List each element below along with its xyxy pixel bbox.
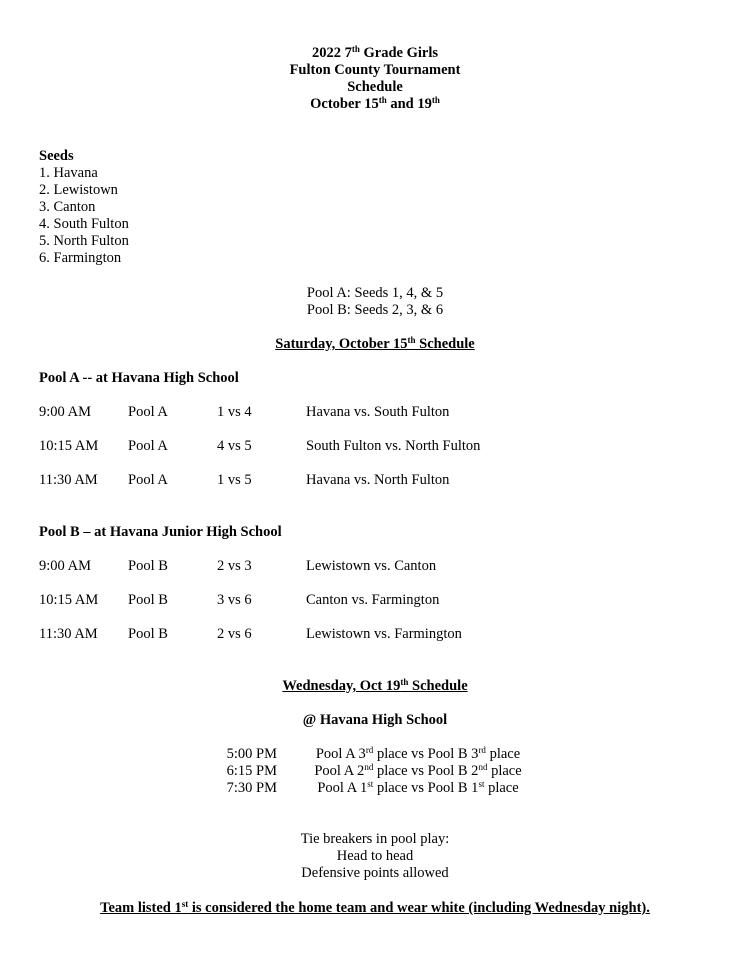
seed-item: 3. Canton	[39, 199, 96, 215]
matchup-text: place vs Pool B 3	[373, 746, 479, 762]
matchup-text: place	[487, 763, 522, 779]
wed-game-time: 6:15 PM	[226, 763, 277, 779]
home-team-note	[0, 900, 750, 917]
title-line-3: Schedule	[347, 79, 403, 95]
heading-text: Schedule	[408, 678, 468, 694]
game-pool: Pool A	[128, 438, 168, 454]
matchup-text: place vs Pool B 1	[373, 780, 479, 796]
game-time: 11:30 AM	[39, 626, 98, 642]
seed-item: 4. South Fulton	[39, 216, 129, 232]
heading-text: Saturday, October 15	[275, 336, 408, 352]
game-pool: Pool B	[128, 592, 168, 608]
game-time: 9:00 AM	[39, 558, 91, 574]
game-time: 10:15 AM	[39, 592, 99, 608]
title-sup: th	[378, 95, 387, 105]
game-time: 11:30 AM	[39, 472, 98, 488]
title-text: 2022 7	[311, 45, 352, 61]
matchup-text: place vs Pool B 2	[373, 763, 479, 779]
wed-game-matchup	[308, 746, 528, 763]
matchup-text: place	[484, 780, 519, 796]
tiebreaker-heading: Tie breakers in pool play:	[300, 831, 450, 847]
game-matchup: Lewistown vs. Canton	[306, 558, 437, 574]
matchup-text: Pool A 2	[314, 763, 365, 779]
matchup-text: Pool A 1	[317, 780, 368, 796]
note-text: Team listed 1	[100, 900, 182, 916]
seed-item: 6. Farmington	[39, 250, 122, 266]
ordinal-sup: rd	[365, 745, 374, 755]
ordinal-sup: st	[478, 779, 485, 789]
game-seeds: 4 vs 5	[217, 438, 252, 454]
wed-game-matchup	[308, 763, 528, 780]
title-sup: th	[431, 95, 440, 105]
title-line-1	[0, 45, 750, 62]
note-sup: st	[181, 899, 189, 909]
seeds-heading: Seeds	[39, 148, 74, 164]
wed-game-time: 7:30 PM	[226, 780, 277, 796]
game-seeds: 1 vs 4	[217, 404, 252, 420]
title-text: Grade Girls	[359, 45, 439, 61]
game-pool: Pool A	[128, 472, 168, 488]
wednesday-heading	[0, 678, 750, 695]
game-pool: Pool B	[128, 626, 168, 642]
heading-sup: th	[400, 677, 409, 687]
game-matchup: Havana vs. North Fulton	[306, 472, 450, 488]
pool-a-seeds: Pool A: Seeds 1, 4, & 5	[306, 285, 444, 301]
matchup-text: Pool A 3	[315, 746, 366, 762]
title-sup: th	[351, 44, 360, 54]
pool-b-heading: Pool B – at Havana Junior High School	[39, 524, 282, 540]
heading-sup: th	[407, 335, 416, 345]
title-text: and 19	[386, 96, 432, 112]
ordinal-sup: nd	[478, 762, 488, 772]
seed-item: 5. North Fulton	[39, 233, 129, 249]
heading-text: Schedule	[415, 336, 475, 352]
game-seeds: 2 vs 3	[217, 558, 252, 574]
wed-game-time: 5:00 PM	[226, 746, 277, 762]
ordinal-sup: rd	[478, 745, 486, 755]
wednesday-location: @ Havana High School	[302, 712, 448, 728]
tiebreaker-line-1: Head to head	[336, 848, 414, 864]
seed-item: 1. Havana	[39, 165, 98, 181]
game-matchup: Canton vs. Farmington	[306, 592, 440, 608]
game-matchup: Lewistown vs. Farmington	[306, 626, 462, 642]
pool-b-seeds: Pool B: Seeds 2, 3, & 6	[306, 302, 444, 318]
saturday-heading	[0, 336, 750, 353]
game-pool: Pool A	[128, 404, 168, 420]
game-time: 10:15 AM	[39, 438, 99, 454]
game-seeds: 3 vs 6	[217, 592, 252, 608]
wed-game-matchup	[308, 780, 528, 797]
matchup-text: place	[485, 746, 521, 762]
title-text: October 15	[310, 96, 379, 112]
game-matchup: South Fulton vs. North Fulton	[306, 438, 481, 454]
ordinal-sup: nd	[364, 762, 374, 772]
game-time: 9:00 AM	[39, 404, 91, 420]
ordinal-sup: st	[367, 779, 374, 789]
heading-text: Wednesday, Oct 19	[282, 678, 401, 694]
title-line-2: Fulton County Tournament	[289, 62, 461, 78]
note-text: is considered the home team and wear white (including Wednesday night).	[188, 900, 650, 916]
game-seeds: 1 vs 5	[217, 472, 252, 488]
game-pool: Pool B	[128, 558, 168, 574]
tiebreaker-line-2: Defensive points allowed	[301, 865, 449, 881]
title-line-4	[0, 96, 750, 113]
game-seeds: 2 vs 6	[217, 626, 252, 642]
pool-a-heading: Pool A -- at Havana High School	[39, 370, 239, 386]
seed-item: 2. Lewistown	[39, 182, 118, 198]
game-matchup: Havana vs. South Fulton	[306, 404, 450, 420]
